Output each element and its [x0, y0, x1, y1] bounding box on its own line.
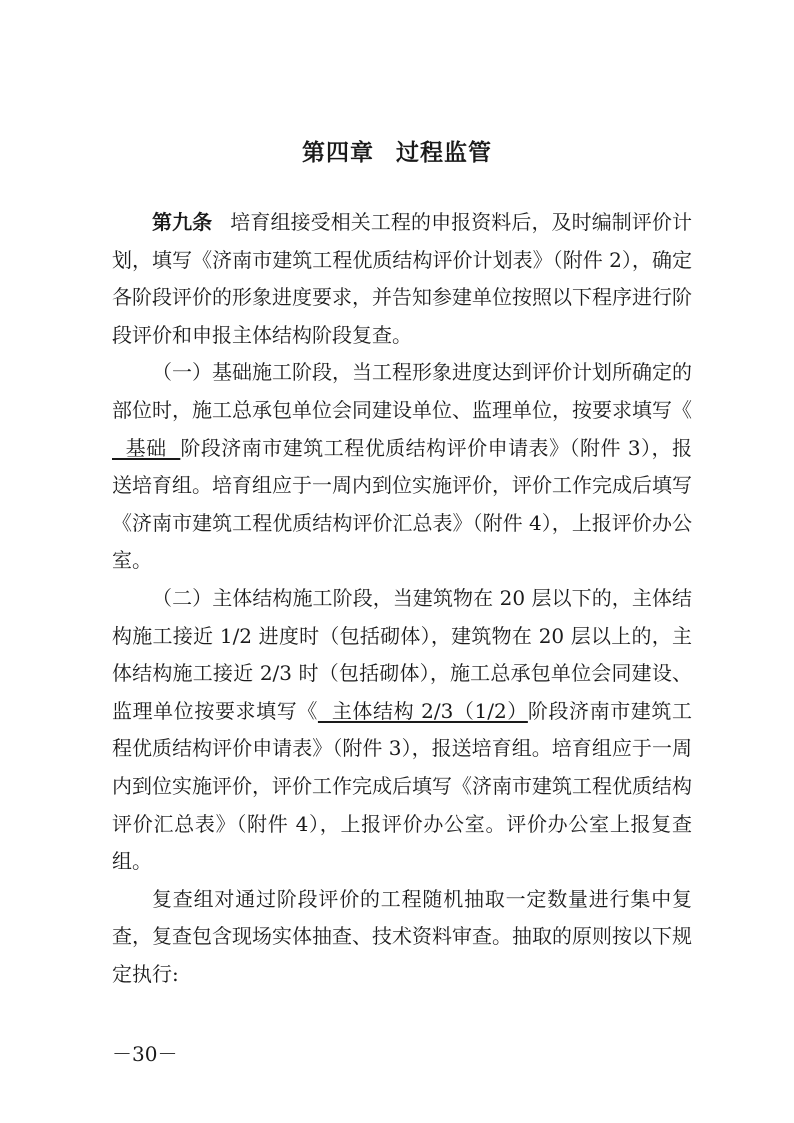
foundation-stage-paragraph [112, 354, 692, 580]
main-structure-fill-in: 主体结构 2/3（1/2） [317, 698, 528, 723]
main-structure-text-before: （二）主体结构施工阶段，当建筑物在 20 层以下的，主体结构施工接近 1/2 进度时（包括砌体），建筑物在 20 层以上的，主体结构施工接近 2/3 时（包括砌体），施工总承包单位会同建设、监理单位按要求填写《 [112, 585, 692, 723]
foundation-stage-text-after: 阶段济南市建筑工程优质结构评价申请表》（附件 3），报送培育组。培育组应于一周内到位实施评价，评价工作完成后填写《济南市建筑工程优质结构评价汇总表》（附件 4），上报评价办公室。 [112, 435, 692, 573]
chapter-number: 第四章 [302, 140, 374, 166]
body-text [112, 204, 692, 993]
chapter-name: 过程监管 [396, 140, 492, 166]
article-label: 第九条 [152, 210, 213, 234]
page-number: －30－ [112, 1042, 178, 1066]
foundation-stage-fill-in: 基础 [112, 435, 181, 460]
foundation-stage-text-before: （一）基础施工阶段，当工程形象进度达到评价计划所确定的部位时，施工总承包单位会同建设单位、监理单位，按要求填写《 [112, 360, 692, 422]
chapter-title [0, 134, 794, 167]
review-group-paragraph: 复查组对通过阶段评价的工程随机抽取一定数量进行集中复查，复查包含现场实体抽查、技术资料审查。抽取的原则按以下规定执行: [112, 886, 692, 986]
main-structure-stage-paragraph [112, 580, 692, 881]
article-nine-paragraph [112, 204, 692, 354]
main-structure-text-after: 阶段济南市建筑工程优质结构评价申请表》（附件 3），报送培育组。培育组应于一周内到位实施评价，评价工作完成后填写《济南市建筑工程优质结构评价汇总表》（附件 4），上报评价办公室。评价办公室上报复查组。 [112, 698, 693, 874]
article-intro-text: 培育组接受相关工程的申报资料后，及时编制评价计划，填写《济南市建筑工程优质结构评价计划表》（附件 2），确定各阶段评价的形象进度要求，并告知参建单位按照以下程序进行阶段评价和申报主体结构阶段复查。 [112, 210, 693, 347]
